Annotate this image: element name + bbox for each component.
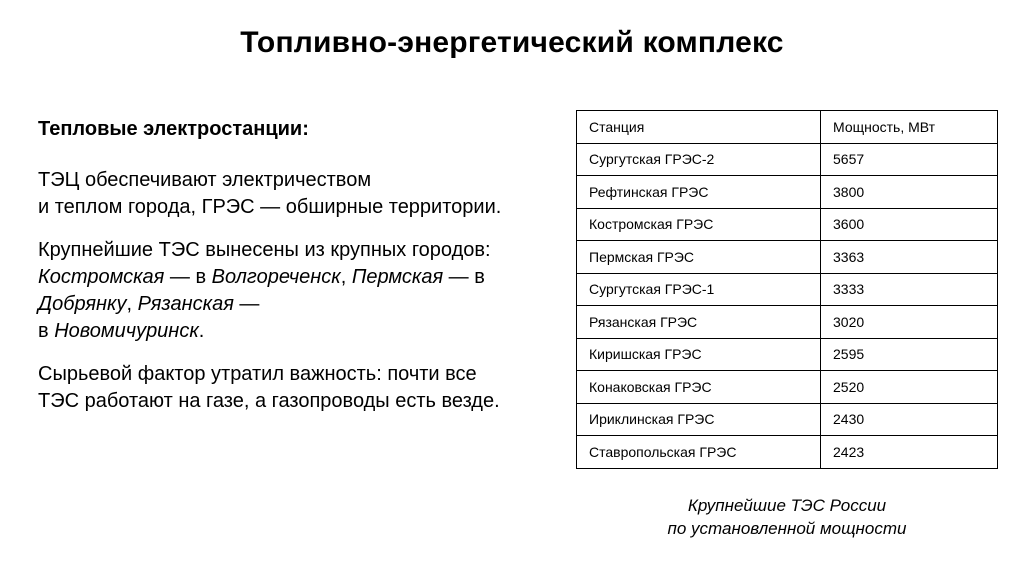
table-row bbox=[577, 241, 998, 274]
table-row bbox=[577, 436, 998, 469]
table-row bbox=[577, 143, 998, 176]
table-row bbox=[577, 208, 998, 241]
connector-text: в bbox=[38, 320, 55, 342]
station-name-cell: Киришская ГРЭС bbox=[577, 338, 821, 371]
station-name-cell: Костромская ГРЭС bbox=[577, 208, 821, 241]
table-row bbox=[577, 403, 998, 436]
raw-factor-line2: ТЭС работают на газе, а газопроводы есть везде. bbox=[38, 390, 500, 412]
capacity-cell: 5657 bbox=[821, 143, 998, 176]
station-name-cell: Сургутская ГРЭС-2 bbox=[577, 143, 821, 176]
paragraph-tec bbox=[38, 167, 578, 221]
station-name-cell: Рефтинская ГРЭС bbox=[577, 176, 821, 209]
capacity-cell: 2423 bbox=[821, 436, 998, 469]
relocation-intro: Крупнейшие ТЭС вынесены из крупных городов: bbox=[38, 239, 491, 261]
capacity-cell: 2430 bbox=[821, 403, 998, 436]
station-name-cell: Ириклинская ГРЭС bbox=[577, 403, 821, 436]
station-name-cell: Сургутская ГРЭС-1 bbox=[577, 273, 821, 306]
connector-text: — bbox=[233, 293, 260, 315]
separator-text: , bbox=[340, 266, 352, 288]
column-header-capacity: Мощность, МВт bbox=[821, 111, 998, 144]
section-heading: Тепловые электростанции: bbox=[38, 118, 309, 140]
ryazan-station: Рязанская bbox=[137, 293, 234, 315]
capacity-cell: 3333 bbox=[821, 273, 998, 306]
table-row bbox=[577, 176, 998, 209]
capacity-cell: 3600 bbox=[821, 208, 998, 241]
table-header-row bbox=[577, 111, 998, 144]
table-row bbox=[577, 338, 998, 371]
station-name-cell: Пермская ГРЭС bbox=[577, 241, 821, 274]
slide-title: Топливно-энергетический комплекс bbox=[240, 26, 784, 59]
paragraph-relocation bbox=[38, 237, 578, 345]
perm-city: Добрянку bbox=[38, 293, 127, 315]
period-text: . bbox=[198, 320, 205, 342]
station-name-cell: Конаковская ГРЭС bbox=[577, 371, 821, 404]
paragraph-raw-factor bbox=[38, 361, 578, 415]
table-row bbox=[577, 371, 998, 404]
column-header-station: Станция bbox=[577, 111, 821, 144]
raw-factor-line1: Сырьевой фактор утратил важность: почти все bbox=[38, 363, 477, 385]
kostroma-city: Волгореченск bbox=[211, 266, 341, 288]
paragraph-tec-line1: ТЭЦ обеспечивают электричеством bbox=[38, 169, 372, 191]
station-name-cell: Ставропольская ГРЭС bbox=[577, 436, 821, 469]
stations-table bbox=[576, 110, 998, 469]
station-name-cell: Рязанская ГРЭС bbox=[577, 306, 821, 339]
text-column bbox=[38, 116, 578, 431]
ryazan-city: Новомичуринск bbox=[54, 320, 199, 342]
kostroma-station: Костромская bbox=[38, 266, 165, 288]
caption-line2: по установленной мощности bbox=[667, 519, 907, 538]
table-row bbox=[577, 273, 998, 306]
table-caption bbox=[576, 494, 998, 540]
capacity-cell: 2595 bbox=[821, 338, 998, 371]
separator-text: , bbox=[126, 293, 138, 315]
caption-line1: Крупнейшие ТЭС России bbox=[687, 496, 887, 515]
capacity-cell: 3020 bbox=[821, 306, 998, 339]
connector-text: — в bbox=[164, 266, 212, 288]
capacity-cell: 2520 bbox=[821, 371, 998, 404]
capacity-cell: 3800 bbox=[821, 176, 998, 209]
perm-station: Пермская bbox=[351, 266, 444, 288]
table-row bbox=[577, 306, 998, 339]
connector-text: — в bbox=[443, 266, 485, 288]
paragraph-tec-line2: и теплом города, ГРЭС — обширные территории. bbox=[38, 196, 502, 218]
capacity-cell: 3363 bbox=[821, 241, 998, 274]
